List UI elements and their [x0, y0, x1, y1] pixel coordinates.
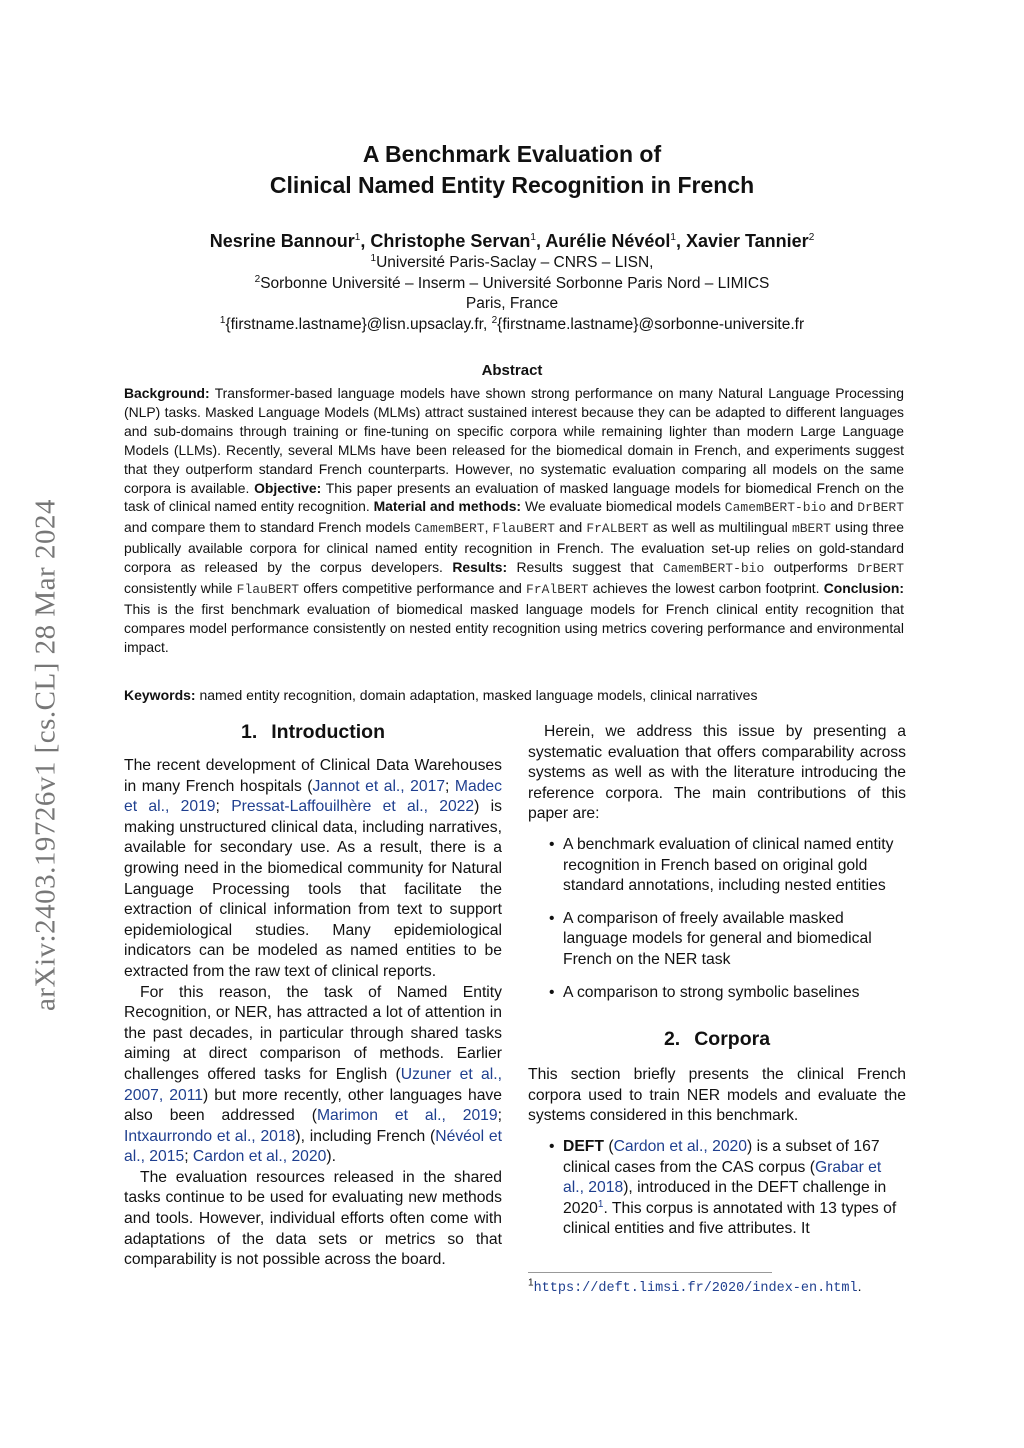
- paragraph: The evaluation resources released in the shared tasks continue to be used for evaluating new methods and tools. However, individual efforts often come with adaptations of the data sets or metrics so that comparability is not possible across the board.: [124, 1168, 502, 1269]
- footnote-text: .: [857, 1278, 862, 1294]
- abstract-text: outperforms: [764, 559, 858, 576]
- abstract-text: consistently while: [124, 580, 237, 597]
- affiliation-line: Paris, France: [465, 295, 559, 313]
- abstract-text: This paper presents an evaluation of masked language models for biomedical French on the task of clinical named entity recognition.: [124, 479, 904, 515]
- title-line-1: A Benchmark Evaluation of: [362, 141, 662, 167]
- corpus-name: DEFT: [563, 1137, 604, 1155]
- footnote-link[interactable]: 1: [597, 1198, 604, 1210]
- abstract-body: [124, 384, 904, 657]
- title-line-2: Clinical Named Entity Recognition in French: [269, 172, 755, 198]
- footnote: [528, 1276, 908, 1299]
- author-name: Xavier Tannier: [685, 231, 809, 251]
- author-name: Christophe Servan: [370, 231, 531, 251]
- abstract-text: ,: [484, 519, 493, 536]
- model-name: CamemBERT: [414, 521, 485, 537]
- affiliation-line: [0, 274, 1024, 295]
- author-name: Nesrine Bannour: [209, 231, 355, 251]
- model-name: FrAlBERT: [526, 582, 589, 598]
- abstract-text: This is the first benchmark evaluation of biomedical masked language models for French clinical entity recognition that compares model performance consistently on nested entity recognition using metrics covering performance and environmental impact.: [124, 600, 904, 655]
- body-text: ;: [184, 1148, 193, 1166]
- abstract-text: Transformer-based language models have shown strong performance on many Natural Language Processing (NLP) tasks. Masked Language Models (MLMs) attract sustained interest because they can be adapted to different languages and sub-domains through training or fine-tuning on specific corpora while remaining lighter than modern Large Language Models (LLMs). Recently, several MLMs have been released for the biomedical domain in French, and experiments suggest that they outperform standard French counterparts. However, no systematic evaluation comparing all models on the same corpora is available.: [124, 385, 904, 496]
- citation-link[interactable]: Cardon et al., 2020: [613, 1137, 747, 1155]
- section-number: 1.: [241, 721, 258, 743]
- footnote-mark: 1: [528, 1277, 534, 1289]
- list-item: • A comparison to strong symbolic baselines: [528, 983, 906, 1004]
- right-column: [528, 722, 906, 1240]
- paragraph: [124, 756, 502, 983]
- citation-link[interactable]: Névéol et al., 2015: [124, 1127, 502, 1166]
- affiliation-mark: 1: [370, 252, 377, 264]
- body-text: ), introduced in the DEFT challenge in 2020: [563, 1179, 887, 1217]
- model-name: CamemBERT-bio: [662, 561, 765, 577]
- abstract-heading: Abstract: [481, 362, 543, 379]
- contribution-list: [528, 835, 906, 1003]
- model-name: FlauBERT: [236, 582, 300, 598]
- abstract-label: Results:: [452, 559, 508, 576]
- body-text: For this reason, the task of Named Entity Recognition, or NER, has attracted a lot of attention in the past decades, in particular through shared tasks aiming at direct comparison of methods. Earlier challenges offered tasks for English (: [124, 983, 502, 1083]
- affiliation-text: Sorbonne Université – Inserm – Université Sorbonne Paris Nord – LIMICS: [260, 274, 770, 292]
- keywords-label: Keywords:: [124, 687, 196, 703]
- email-text: {firstname.lastname}@sorbonne-universite.fr: [497, 315, 805, 333]
- citation-link[interactable]: Pressat-Laffouilhère et al., 2022: [231, 798, 475, 816]
- arxiv-identifier: arXiv:2403.19726v1 [cs.CL] 28 Mar 2024: [29, 499, 62, 1011]
- abstract-text: and compare them to standard French models: [124, 519, 415, 536]
- abstract-label: Conclusion:: [823, 580, 905, 597]
- section-heading-introduction: [124, 718, 502, 746]
- model-name: FrALBERT: [586, 521, 649, 537]
- keywords-text: named entity recognition, domain adaptation, masked language models, clinical narratives: [195, 687, 758, 703]
- affiliation-mark: 1: [670, 232, 676, 243]
- section-heading-corpora: [528, 1025, 906, 1053]
- abstract-label: Objective:: [254, 479, 322, 496]
- model-name: CamemBERT-bio: [724, 500, 827, 516]
- citation-link[interactable]: Madec et al., 2019: [124, 777, 502, 816]
- abstract-label: Material and methods:: [373, 498, 522, 515]
- section-number: 2.: [663, 1028, 681, 1051]
- citation-link[interactable]: Uzuner et al., 2007, 2011: [124, 1065, 502, 1104]
- abstract-text: We evaluate biomedical models: [521, 498, 725, 515]
- body-text: (: [603, 1137, 614, 1155]
- abstract-text: and: [554, 519, 587, 536]
- affiliation-mark: 1: [219, 314, 226, 326]
- corpus-list: [528, 1137, 906, 1240]
- affiliation-mark: 2: [808, 232, 815, 243]
- citation-link[interactable]: Jannot et al., 2017: [312, 777, 446, 795]
- paragraph: Herein, we address this issue by presenting a systematic evaluation that offers comparability across systems as well as with the literature introducing the reference corpora. The main contributions of this paper are:: [528, 723, 906, 823]
- author-separator: ,: [360, 231, 371, 251]
- section-title: Corpora: [694, 1028, 771, 1051]
- body-text: ) is a subset of 167 clinical cases from the CAS corpus (: [563, 1137, 880, 1176]
- paragraph: [124, 983, 502, 1168]
- affiliation-mark: 1: [354, 232, 361, 243]
- affiliation-mark: 2: [491, 314, 498, 326]
- list-item: • A comparison of freely available masked language models for general and biomedical French on the NER task: [528, 909, 906, 971]
- arxiv-sidebar: [30, 450, 62, 1060]
- body-text: ;: [215, 798, 232, 816]
- body-text: ) but more recently, other languages have also been addressed (: [124, 1086, 502, 1125]
- author-separator: ,: [535, 231, 546, 251]
- affiliation-mark: 2: [254, 273, 261, 285]
- model-name: DrBERT: [857, 561, 904, 577]
- section-title: Introduction: [271, 721, 385, 743]
- abstract-text: as well as multilingual: [648, 519, 792, 536]
- model-name: mBERT: [791, 521, 831, 537]
- abstract-text: offers competitive performance and: [299, 580, 527, 597]
- abstract-text: achieves the lowest carbon footprint.: [588, 580, 824, 597]
- model-name: DrBERT: [857, 500, 904, 516]
- affiliation-line: [0, 253, 1024, 274]
- list-item: [528, 1137, 906, 1240]
- footnote-divider: [528, 1272, 772, 1273]
- body-text: . This corpus is annotated with 13 types of clinical entities and five attributes. It: [563, 1199, 897, 1238]
- author-list: [0, 229, 1024, 253]
- body-text: ), including French (: [295, 1127, 436, 1145]
- abstract-label: Background:: [124, 385, 210, 401]
- email-text: {firstname.lastname}@lisn.upsaclay.fr,: [225, 315, 492, 333]
- footnote-url-link[interactable]: https://deft.limsi.fr/2020/index-en.html: [533, 1281, 858, 1296]
- body-text: The recent development of Clinical Data Warehouses in many French hospitals (: [124, 757, 502, 795]
- affiliations: [0, 253, 1024, 335]
- paragraph: This section briefly presents the clinical French corpora used to train NER models and evaluate the systems considered in this benchmark.: [528, 1066, 906, 1125]
- body-text: ).: [326, 1148, 336, 1166]
- body-text: ;: [497, 1107, 502, 1125]
- affiliation-mark: 1: [530, 232, 536, 243]
- author-separator: ,: [675, 231, 686, 251]
- author-name: Aurélie Névéol: [545, 231, 671, 251]
- left-column: [124, 718, 502, 1271]
- keywords: [124, 686, 904, 705]
- citation-link[interactable]: Cardon et al., 2020: [192, 1148, 327, 1166]
- body-text: ) is making unstructured clinical data, including narratives, available for secondary use. As a result, there is a growing need in the biomedical community for Natural Language Processing tools that facilitate the extraction of clinical information from text to support epidemiological studies. Many epidemiological indicators can be modeled as named entities to be extracted from the raw text of clinical reports.: [124, 798, 502, 980]
- citation-link[interactable]: Intxaurrondo et al., 2018: [124, 1127, 296, 1145]
- body-text: ;: [445, 777, 455, 795]
- citation-link[interactable]: Grabar et al., 2018: [563, 1158, 882, 1197]
- email-line: [0, 315, 1024, 336]
- citation-link[interactable]: Marimon et al., 2019: [316, 1107, 498, 1125]
- list-item: • A benchmark evaluation of clinical named entity recognition in French based on original gold standard annotations, including nested entities: [528, 835, 906, 897]
- affiliation-text: Université Paris-Saclay – CNRS – LISN,: [376, 254, 654, 271]
- abstract-text: and: [826, 498, 858, 515]
- paper-title: [0, 139, 1024, 201]
- model-name: FlauBERT: [492, 521, 555, 537]
- abstract-text: Results suggest that: [507, 559, 663, 576]
- abstract-text: using three publically available corpora for clinical named entity recognition in French. The evaluation set-up relies on gold-standard corpora as released by the corpus developers.: [124, 519, 904, 576]
